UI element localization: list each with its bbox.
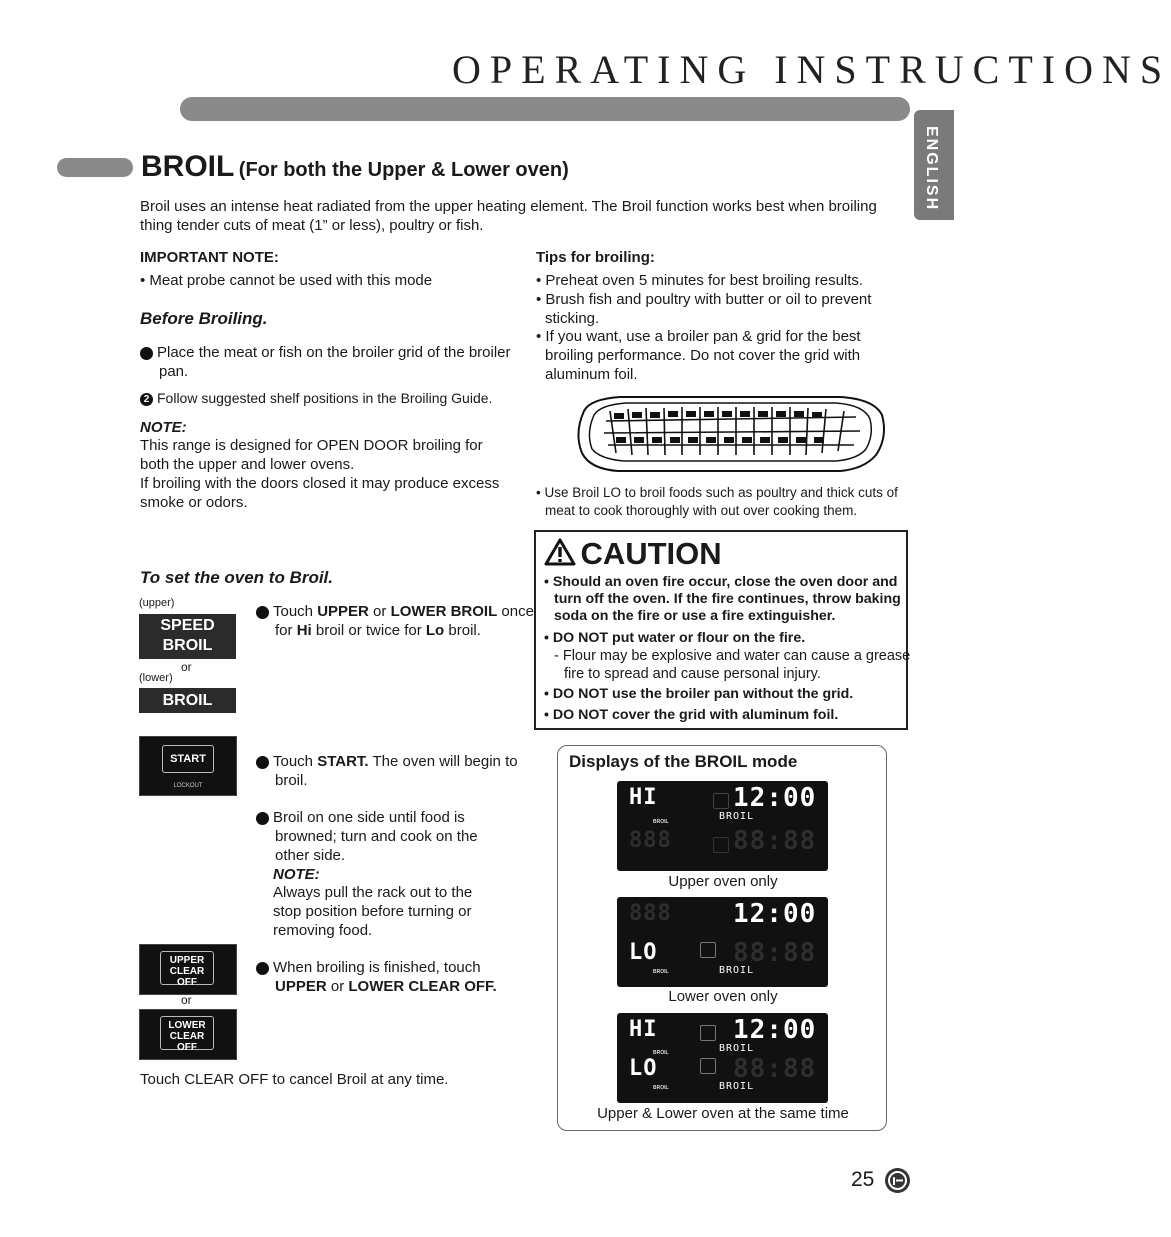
step3-note-text: Always pull the rack out to the stop position before turning or removing food. bbox=[273, 884, 473, 939]
lower-dim-time: 88:88 bbox=[733, 826, 817, 856]
caution-item-sub: - Flour may be explosive and water can cause a grease fire to spread and cause personal injury. bbox=[554, 648, 911, 682]
note1-text-1: This range is designed for OPEN DOOR broiling for both the upper and lower ovens. bbox=[140, 437, 483, 473]
broil-button[interactable]: BROIL bbox=[139, 688, 236, 713]
upper-clear-line-2: CLEAR OFF bbox=[169, 966, 205, 988]
display-caption: Upper & Lower oven at the same time bbox=[597, 1105, 849, 1122]
tips-heading: Tips for broiling: bbox=[536, 249, 655, 266]
broil-displays-panel bbox=[557, 745, 887, 1131]
lower-lo-readout: LO bbox=[629, 940, 658, 965]
lower-dim-digits: 888 bbox=[629, 828, 672, 853]
upper-oven-icon bbox=[700, 1025, 716, 1041]
upper-time-readout: 12:00 bbox=[733, 1015, 817, 1045]
tip-item: • Brush fish and poultry with butter or oil to prevent sticking. bbox=[536, 291, 872, 327]
caution-item-text: DO NOT cover the grid with aluminum foil. bbox=[552, 707, 839, 723]
step-number-icon: 2 bbox=[256, 756, 269, 769]
important-heading: IMPORTANT NOTE: bbox=[140, 249, 279, 266]
upper-clear-line-1: UPPER bbox=[169, 955, 205, 966]
tip-item: • If you want, use a broiler pan & grid for the best broiling performance. Do not cover the grid with aluminum foil. bbox=[536, 328, 861, 383]
speed-broil-line-2: BROIL bbox=[162, 637, 213, 654]
upper-hi-readout: HI bbox=[629, 785, 658, 810]
displays-title: Displays of the BROIL mode bbox=[569, 752, 798, 771]
step3-note-heading: NOTE: bbox=[273, 866, 320, 883]
upper-clear-off-button[interactable] bbox=[160, 951, 214, 988]
caution-item: • DO NOT cover the grid with aluminum foil. bbox=[544, 707, 839, 723]
before-heading: Before Broiling. bbox=[140, 309, 268, 328]
broil-indicator: BROIL bbox=[653, 1085, 669, 1091]
language-tab bbox=[914, 110, 954, 220]
start-button[interactable]: START bbox=[162, 745, 214, 773]
language-tab-label: ENGLISH bbox=[923, 126, 940, 212]
caution-header bbox=[544, 536, 722, 572]
upper-hi-readout: HI bbox=[629, 1017, 658, 1042]
before-step-2-text: Follow suggested shelf positions in the Broiling Guide. bbox=[157, 390, 493, 406]
caution-item-text: DO NOT put water or flour on the fire. bbox=[552, 630, 806, 646]
set-step-3-text: Broil on one side until food is browned; turn and cook on the other side. bbox=[273, 809, 478, 864]
caution-item: • DO NOT use the broiler pan without the grid. bbox=[544, 686, 854, 702]
upper-label: (upper) bbox=[139, 597, 175, 609]
set-step-4: 4 When broiling is finished, touch UPPER or LOWER CLEAR OFF. bbox=[250, 959, 497, 995]
step-number-icon: 1 bbox=[256, 606, 269, 619]
broil-indicator: BROIL bbox=[653, 969, 669, 975]
before-step-2 bbox=[140, 389, 492, 407]
header-bar bbox=[180, 97, 910, 121]
or-label: or bbox=[181, 660, 192, 674]
caution-title: CAUTION bbox=[580, 536, 722, 571]
lcd-lower-only bbox=[617, 897, 828, 987]
broil-indicator: BROIL bbox=[653, 1050, 669, 1056]
section-title bbox=[141, 150, 569, 184]
caution-item-text: Should an oven fire occur, close the oven door and turn off the oven. If the fire continues, throw baking soda on the fire or use a fire extinguisher. bbox=[552, 574, 901, 624]
upper-time-readout: 12:00 bbox=[733, 783, 817, 813]
upper-broil-readout: BROIL bbox=[719, 1043, 755, 1054]
section-pill bbox=[57, 158, 133, 177]
step-number-icon: 1 bbox=[140, 347, 153, 360]
lower-clear-off-button[interactable] bbox=[160, 1016, 214, 1053]
start-button-panel bbox=[139, 736, 237, 796]
lower-oven-icon bbox=[700, 942, 716, 958]
broil-lo-note-text: Use Broil LO to broil foods such as poultry and thick cuts of meat to cook thoroughly with out over cooking them. bbox=[544, 485, 898, 518]
set-step-3 bbox=[250, 808, 515, 865]
lower-dim-time: 88:88 bbox=[733, 938, 817, 968]
tip-item: • Preheat oven 5 minutes for best broiling results. bbox=[536, 272, 864, 289]
caution-item: • Should an oven fire occur, close the oven door and turn off the oven. If the fire continues, throw baking soda on the fire or use a fire extinguisher. bbox=[544, 574, 901, 624]
step-number-icon: 3 bbox=[256, 812, 269, 825]
lcd-upper-only bbox=[617, 781, 828, 871]
broiler-pan-illustration bbox=[570, 393, 888, 477]
tip-text: Brush fish and poultry with butter or oil to prevent sticking. bbox=[545, 291, 872, 327]
lcd-upper-and-lower bbox=[617, 1013, 828, 1103]
important-item: • Meat probe cannot be used with this mode bbox=[140, 272, 433, 289]
broil-lo-note: • Use Broil LO to broil foods such as poultry and thick cuts of meat to cook thoroughly with out over cooking them. bbox=[536, 485, 898, 518]
display-caption: Upper oven only bbox=[668, 873, 778, 890]
set-heading: To set the oven to Broil. bbox=[140, 568, 333, 587]
speed-broil-line-1: SPEED bbox=[160, 617, 215, 634]
page-number: 25 bbox=[851, 1168, 875, 1191]
lower-clear-line-1: LOWER bbox=[168, 1020, 206, 1031]
set-step-1: 1 Touch UPPER or LOWER BROIL once for Hi broil or twice for Lo broil. bbox=[250, 603, 534, 639]
tip-text: If you want, use a broiler pan & grid for the best broiling performance. Do not cover the grid with aluminum foil. bbox=[545, 328, 861, 383]
lower-clear-line-2: CLEAR OFF bbox=[169, 1031, 205, 1053]
section-title-sub: (For both the Upper & Lower oven) bbox=[238, 159, 569, 181]
note1-heading: NOTE: bbox=[140, 419, 187, 436]
lower-broil-readout: BROIL bbox=[719, 965, 755, 976]
lower-broil-readout: BROIL bbox=[719, 1081, 755, 1092]
broil-indicator: BROIL bbox=[653, 819, 669, 825]
clear-off-footer: Touch CLEAR OFF to cancel Broil at any time. bbox=[140, 1071, 449, 1088]
set-step-2: 2 Touch START. The oven will begin to broil. bbox=[250, 753, 518, 789]
upper-dim-digits: 888 bbox=[629, 901, 672, 926]
lower-oven-icon bbox=[713, 837, 729, 853]
upper-broil-readout: BROIL bbox=[719, 811, 755, 822]
lower-dim-time: 88:88 bbox=[733, 1054, 817, 1084]
display-caption: Lower oven only bbox=[668, 988, 778, 1005]
before-step-1-text: Place the meat or fish on the broiler grid of the broiler pan. bbox=[157, 344, 511, 380]
lower-clear-off-panel bbox=[139, 1009, 237, 1060]
intro-text: Broil uses an intense heat radiated from the upper heating element. The Broil function works best when broiling thing tender cuts of meat (1” or less), poultry or fish. bbox=[140, 198, 877, 234]
tip-text: Preheat oven 5 minutes for best broiling results. bbox=[545, 272, 864, 289]
before-step-1 bbox=[134, 343, 519, 381]
lower-lo-readout: LO bbox=[629, 1056, 658, 1081]
lg-logo-icon bbox=[884, 1167, 911, 1194]
step-number-icon: 4 bbox=[256, 962, 269, 975]
caution-box bbox=[534, 530, 911, 730]
lower-oven-icon bbox=[700, 1058, 716, 1074]
lockout-label: LOCKOUT bbox=[173, 783, 203, 789]
step-number-icon: 2 bbox=[140, 393, 153, 406]
lower-label: (lower) bbox=[139, 672, 173, 684]
upper-clear-off-panel bbox=[139, 944, 237, 995]
note1-text-2: If broiling with the doors closed it may produce excess smoke or odors. bbox=[140, 475, 500, 511]
or-label: or bbox=[181, 993, 192, 1007]
upper-oven-icon bbox=[713, 793, 729, 809]
caution-item-text: DO NOT use the broiler pan without the grid. bbox=[552, 686, 854, 702]
warning-triangle-icon bbox=[544, 538, 576, 566]
section-title-main: BROIL bbox=[141, 150, 235, 183]
caution-item: • DO NOT put water or flour on the fire. bbox=[544, 630, 806, 646]
speed-broil-button[interactable] bbox=[139, 614, 236, 659]
lower-time-readout: 12:00 bbox=[733, 899, 817, 929]
page-header-title: OPERATING INSTRUCTIONS bbox=[452, 47, 1171, 92]
